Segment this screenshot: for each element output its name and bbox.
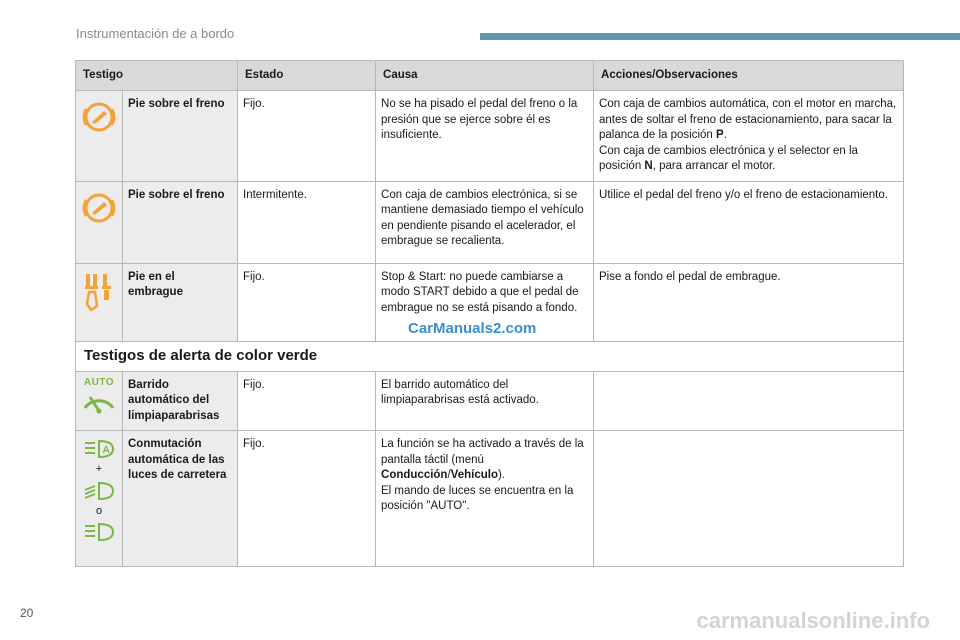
light-action: Pise a fondo el pedal de embrague. [594,263,904,341]
light-state: Fijo. [238,91,376,182]
auto-label: AUTO [83,376,115,388]
light-action: Utilice el pedal del freno y/o el freno de estacionamiento. [594,181,904,263]
light-state: Intermitente. [238,181,376,263]
light-cause: No se ha pisado el pedal del freno o la presión que se ejerce sobre él es insuficiente. [376,91,594,182]
icon-cell [76,181,123,263]
foot-on-brake-icon [78,99,120,135]
icon-cell [76,91,123,182]
warning-lights-table [75,60,904,567]
light-name: Pie sobre el freno [123,181,238,263]
light-cause: El barrido automático del limpiaparabrisas está activado. [376,371,594,431]
plus-sign: + [95,463,103,475]
footer-url: carmanualsonline.info [696,608,930,633]
high-beam-icon [78,522,120,542]
page-header-title: Instrumentación de a bordo [76,26,235,41]
column-header-testigo: Testigo [76,61,238,91]
light-action: Con caja de cambios automática, con el motor en marcha, antes de soltar el freno de estacionamiento, para sacar la palanca de la posición P. Con caja de cambios electrónica y el selector en la posición N, para arrancar el motor. [594,91,904,182]
foot-on-brake-icon [78,190,120,226]
section-header-row [76,341,904,371]
light-action [594,431,904,567]
watermark: CarManuals2.com [408,320,537,337]
icon-cell [76,263,123,341]
header-accent-bar [480,33,960,40]
light-name: Conmutación automática de las luces de carretera [123,431,238,567]
auto-high-beam-icon [78,439,120,459]
icon-cell [76,371,123,431]
light-state: Fijo. [238,371,376,431]
icon-cell [76,431,123,567]
light-name: Pie sobre el freno [123,91,238,182]
auto-wiper-icon [78,390,120,416]
foot-on-clutch-icon [78,272,120,314]
light-cause: La función se ha activado a través de la pantalla táctil (menú Conducción/Vehículo). El mando de luces se encuentra en la posición "AUTO". [376,431,594,567]
light-cause: Stop & Start: no puede cambiarse a modo START debido a que el pedal de embrague no se está pisando a fondo. [376,263,594,341]
column-header-acciones: Acciones/Observaciones [594,61,904,91]
page-number: 20 [20,606,34,620]
table-row [76,431,904,567]
table-row [76,181,904,263]
table-row [76,371,904,431]
light-cause: Con caja de cambios electrónica, si se mantiene demasiado tiempo el vehículo en pendiente pisando el acelerador, el embrague se recalienta. [376,181,594,263]
high-beam-icon [78,481,120,501]
or-text: o [95,504,103,517]
table-header-row [76,61,904,91]
light-name: Barrido automático del limpiaparabrisas [123,371,238,431]
light-name: Pie en el embrague [123,263,238,341]
table-row [76,91,904,182]
section-title: Testigos de alerta de color verde [76,341,904,371]
svg-text:A: A [102,445,110,456]
light-state: Fijo. [238,263,376,341]
light-action [594,371,904,431]
column-header-causa: Causa [376,61,594,91]
column-header-estado: Estado [238,61,376,91]
light-state: Fijo. [238,431,376,567]
